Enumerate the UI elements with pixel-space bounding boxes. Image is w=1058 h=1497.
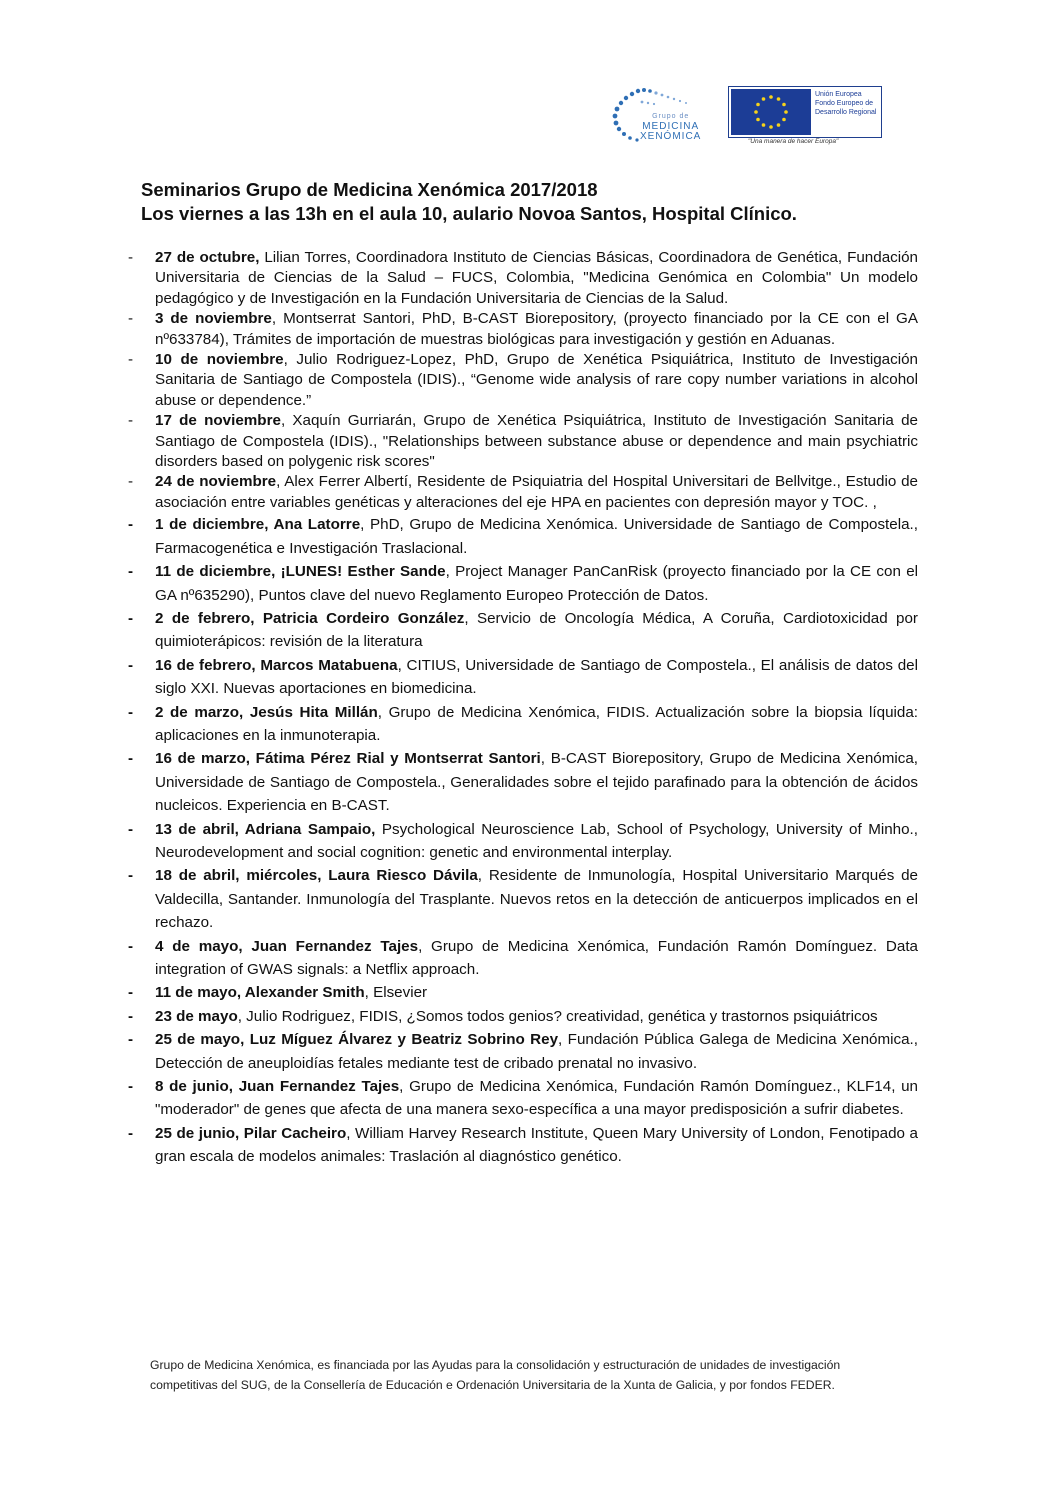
seminar-text — [155, 560, 918, 607]
seminar-date: 27 de octubre, — [155, 249, 260, 266]
seminar-date: 16 de febrero — [155, 656, 252, 674]
list-item — [128, 1122, 918, 1169]
seminar-details: , Project Manager PanCanRisk (proyecto financiado por la CE con el GA nº635290), Puntos clave del nuevo Reglamento Europeo Protección de Datos. — [155, 563, 919, 604]
bullet-dash: - — [128, 1124, 134, 1142]
eu-star-icon — [769, 95, 773, 99]
eu-label — [815, 90, 876, 117]
seminar-details: Lilian Torres, Coordinadora Instituto de Ciencias Básicas, Coordinadora de Genética, Fundación Universitaria de Ciencias de la Salud – FUCS, Colombia, "Medicina Genómica en Colombia" Un modelo pedagógico y de Investigación en la Fundación Universitaria de Ciencias de la Salud. — [155, 249, 919, 307]
list-item — [128, 411, 918, 472]
seminar-text — [155, 607, 918, 654]
eu-line3: Desarrollo Regional — [815, 109, 877, 116]
bullet-dash: - — [128, 1007, 134, 1025]
gmx-wordmark — [640, 112, 701, 142]
seminar-speaker: , ¡LUNES! Esther Sande — [271, 563, 446, 581]
bullet-dash: - — [128, 984, 134, 1002]
eu-line1: Unión Europea — [815, 91, 862, 98]
list-item — [128, 607, 918, 654]
seminar-text — [155, 1028, 918, 1075]
seminar-text — [155, 472, 918, 513]
seminar-date: 4 de mayo, Juan Fernandez Tajes — [155, 937, 419, 955]
seminar-date: 18 de abril, miércoles, Laura Riesco Dávila — [155, 867, 478, 885]
seminar-speaker: , Marcos Matabuena — [251, 656, 398, 674]
seminar-date: 11 de mayo, Alexander Smith — [155, 984, 365, 1002]
eu-star-icon — [756, 103, 760, 107]
eu-star-icon — [784, 110, 788, 114]
gmx-line3: XENÓMICA — [640, 131, 702, 142]
bullet-dash: - — [128, 609, 134, 627]
eu-star-icon — [782, 103, 786, 107]
bullet-dash: - — [128, 412, 134, 430]
seminar-details: , Elsevier — [364, 984, 428, 1002]
bullet-dash: - — [128, 750, 134, 768]
list-item — [128, 248, 918, 309]
title-line-1: Seminarios Grupo de Medicina Xenómica 2017/2018 — [141, 179, 598, 200]
bullet-dash: - — [128, 656, 134, 674]
bullet-dash: - — [128, 563, 134, 581]
eu-star-icon — [762, 97, 766, 101]
seminar-details: , PhD, Grupo de Medicina Xenómica. Universidade de Santiago de Compostela., Farmacogenética e Investigación Traslacional. — [155, 516, 918, 557]
seminar-text — [155, 309, 918, 350]
seminar-text — [155, 981, 918, 1004]
bullet-dash: - — [128, 1078, 134, 1096]
eu-star-icon — [762, 123, 766, 127]
seminar-text — [155, 350, 918, 411]
bullet-dash: - — [128, 351, 134, 369]
eu-star-icon — [754, 110, 758, 114]
list-item — [128, 701, 918, 748]
page-title — [141, 178, 797, 226]
seminar-date: 23 de mayo — [155, 1007, 238, 1025]
bullet-dash: - — [128, 516, 134, 534]
seminar-date: 25 de mayo, Luz Míguez Álvarez y Beatriz Sobrino Rey — [155, 1031, 559, 1049]
eu-flag-icon — [731, 89, 811, 135]
seminar-details: , Fundación Pública Galega de Medicina Xenómica., Detección de aneuploidías fetales mediante test de cribado prenatal no invasivo. — [155, 1031, 918, 1072]
list-item — [128, 981, 918, 1004]
header-logos — [602, 78, 892, 156]
seminar-date: 24 de noviembre — [155, 473, 277, 491]
eu-logo — [728, 86, 882, 138]
seminar-date: 16 de marzo, Fátima Pérez Rial y Montserrat Santori — [155, 750, 541, 768]
seminar-text — [155, 513, 918, 560]
list-item — [128, 513, 918, 560]
seminar-details: , Servicio de Oncología Médica, A Coruña, Cardiotoxicidad por quimioterápicos: revisión de la literatura — [155, 609, 918, 651]
eu-star-icon — [782, 118, 786, 122]
list-item — [128, 935, 918, 982]
seminar-text — [155, 248, 918, 309]
seminar-date: 25 de junio, Pilar Cacheiro — [155, 1124, 347, 1142]
seminar-date: 2 de febrero — [155, 609, 251, 627]
list-item — [128, 1075, 918, 1122]
seminar-date: 8 de junio, Juan Fernandez Tajes — [155, 1078, 400, 1096]
bullet-dash: - — [128, 249, 134, 266]
seminar-text — [155, 1005, 918, 1028]
list-item — [128, 309, 918, 350]
seminar-date: 11 de diciembre — [155, 563, 272, 581]
seminar-details: , Grupo de Medicina Xenómica, FIDIS. Actualización sobre la biopsia líquida: aplicaciones en la inmunoterapia. — [155, 703, 918, 744]
bullet-dash: - — [128, 937, 134, 955]
seminar-text — [155, 411, 918, 472]
seminar-speaker: , Patricia Cordeiro González — [250, 609, 465, 627]
seminar-date: 13 de abril, Adriana Sampaio, — [155, 820, 376, 838]
bullet-dash: - — [128, 1031, 134, 1049]
seminar-text — [155, 818, 918, 865]
seminar-text — [155, 654, 918, 701]
eu-motto: "Una manera de hacer Europa" — [748, 138, 839, 145]
seminar-text — [155, 747, 918, 817]
seminar-details: , Grupo de Medicina Xenómica, Fundación Ramón Domínguez. Data integration of GWAS signals: a Netflix approach. — [155, 937, 918, 978]
seminar-text — [155, 1122, 918, 1169]
eu-star-icon — [756, 118, 760, 122]
list-item — [128, 472, 918, 513]
title-line-2: Los viernes a las 13h en el aula 10, aulario Novoa Santos, Hospital Clínico. — [141, 203, 797, 224]
bullet-dash: - — [128, 703, 134, 721]
seminar-details: , William Harvey Research Institute, Queen Mary University of London, Fenotipado a gran escala de modelos animales: Traslación al diagnóstico genético. — [155, 1124, 918, 1166]
seminar-list — [128, 248, 918, 1169]
gmx-line2: MEDICINA — [642, 121, 700, 132]
eu-line2: Fondo Europeo de — [815, 100, 873, 107]
seminar-date: 2 de marzo, Jesús Hita Millán — [155, 703, 378, 721]
funding-note: Grupo de Medicina Xenómica, es financiada por las Ayudas para la consolidación y estructuración de unidades de investigación competitivas del SUG, de la Consellería de Educación e Ordenación Universitaria de la Xunta de Galicia, y por fondos FEDER. — [150, 1358, 841, 1392]
list-item — [128, 864, 918, 934]
seminar-text — [155, 701, 918, 748]
eu-star-icon — [777, 97, 781, 101]
list-item — [128, 1005, 918, 1028]
medicina-xenomica-logo — [602, 82, 720, 148]
bullet-dash: - — [128, 867, 134, 885]
seminar-details: , Julio Rodriguez-Lopez, PhD, Grupo de Xenética Psiquiátrica, Instituto de Investigación Sanitaria de Santiago de Compostela (IDIS)., “Genome wide analysis of rare copy number variations in alcohol abuse or dependence.” — [155, 351, 918, 409]
list-item — [128, 1028, 918, 1075]
eu-star-icon — [777, 123, 781, 127]
list-item — [128, 818, 918, 865]
seminar-text — [155, 1075, 918, 1122]
seminar-date: 3 de noviembre — [155, 310, 272, 328]
seminar-text — [155, 935, 918, 982]
bullet-dash: - — [128, 310, 134, 328]
seminar-details: , Montserrat Santori, PhD, B-CAST Biorepository, (proyecto financiado por la CE con el GA nº633784), Trámites de importación de muestras biológicas para investigación y gestión en Aduanas. — [155, 310, 919, 348]
seminar-details: , Grupo de Medicina Xenómica, Fundación Ramón Domínguez., KLF14, un "moderador" de genes que afecta de una manera sexo-específica a una mayor predisposición a sufrir diabetes. — [155, 1078, 918, 1119]
list-item — [128, 654, 918, 701]
eu-star-icon — [769, 125, 773, 129]
seminar-details: , CITIUS, Universidade de Santiago de Compostela., El análisis de datos del siglo XXI. Nuevas aportaciones en biomedicina. — [155, 656, 919, 698]
list-item — [128, 350, 918, 411]
seminar-details: , B-CAST Biorepository, Grupo de Medicina Xenómica, Universidade de Santiago de Compostela., Generalidades sobre el tejido parafinado para la obtención de ácidos nucleicos. Experiencia en B-CAST. — [155, 750, 918, 815]
list-item — [128, 560, 918, 607]
seminar-date: 17 de noviembre — [155, 412, 281, 430]
bullet-dash: - — [128, 820, 134, 838]
gmx-line1: Grupo de — [652, 113, 690, 120]
list-item — [128, 747, 918, 817]
seminar-details: Psychological Neuroscience Lab, School of Psychology, University of Minho., Neurodevelopment and social cognition: genetic and environmental interplay. — [155, 820, 918, 861]
seminar-text — [155, 864, 918, 934]
seminar-details: , Xaquín Gurriarán, Grupo de Xenética Psiquiátrica, Instituto de Investigación Sanitaria de Santiago de Compostela (IDIS)., "Relationships between substance abuse or dependence and main psychiatric disorders based on polygenic risk scores" — [155, 412, 918, 471]
seminar-details: , Residente de Inmunología, Hospital Universitario Marqués de Valdecilla, Santander. Inmunología del Trasplante. Nuevos retos en la detección de anticuerpos implicados en el rechazo. — [155, 867, 918, 932]
seminar-date: 10 de noviembre — [155, 351, 284, 369]
seminar-details: , Julio Rodriguez, FIDIS, ¿Somos todos genios? creatividad, genética y trastornos psiquiátricos — [237, 1007, 878, 1025]
seminar-details: , Alex Ferrer Albertí, Residente de Psiquiatria del Hospital Universitari de Bellvitge., Estudio de asociación entre variables genéticas y alteraciones del eje HPA en pacientes con depresión mayor y TOC. , — [155, 473, 918, 511]
seminar-date: 1 de diciembre, Ana Latorre — [155, 516, 361, 534]
bullet-dash: - — [128, 473, 134, 491]
